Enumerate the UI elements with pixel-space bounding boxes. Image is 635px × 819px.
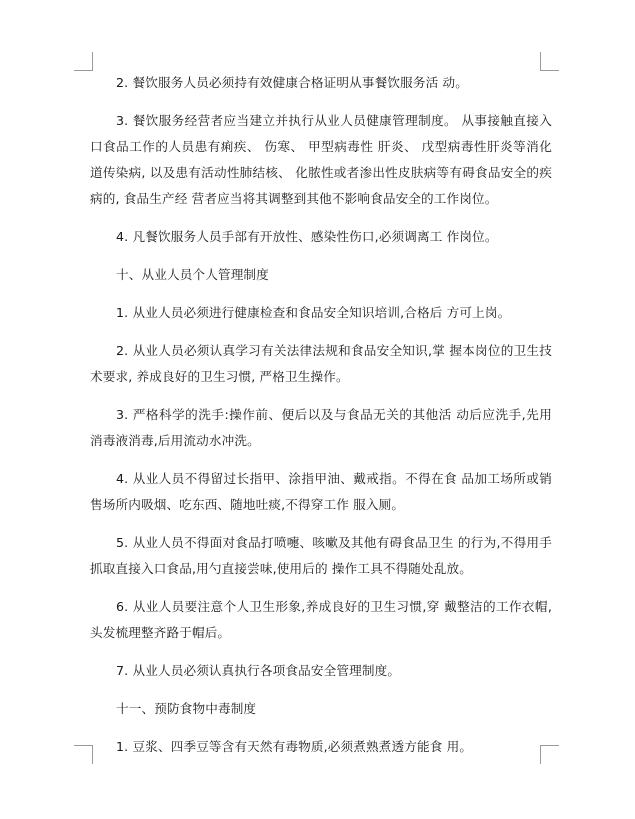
section-heading: 十、从业人员个人管理制度: [116, 267, 269, 282]
paragraph: 3. 餐饮服务经营者应当建立并执行从业人员健康管理制度。 从事接触直接入口食品工作的人员患有痢疾、 伤寒、 甲型病毒性 肝炎、 戊型病毒性肝炎等消化道传染病, 以及患有活动性肺结核、 化脓性或者渗出性皮肤病等有碍食品安全的疾病的, 食品生产经 营者应当将其调整到其他不影响食品安全的工作岗位。: [90, 113, 552, 206]
paragraph: 3. 严格科学的洗手:操作前、便后以及与食品无关的其他活 动后应洗手,先用消毒液消毒,后用流动水冲洗。: [90, 407, 552, 448]
paragraph: 2. 从业人员必须认真学习有关法律法规和食品安全知识,掌 握本岗位的卫生技术要求, 养成良好的卫生习惯, 严格卫生操作。: [90, 343, 552, 384]
paragraph: 7. 从业人员必须认真执行各项食品安全管理制度。: [116, 663, 401, 678]
paragraph: 4. 从业人员不得留过长指甲、涂指甲油、戴戒指。不得在食 品加工场所或销售场所内吸烟、吃东西、随地吐痰,不得穿工作 服入厕。: [90, 471, 552, 512]
paragraph: 6. 从业人员要注意个人卫生形象,养成良好的卫生习惯,穿 戴整洁的工作衣帽,头发梳理整齐路于帽后。: [90, 599, 552, 640]
paragraph: 1. 豆浆、四季豆等含有天然有毒物质,必须煮熟煮透方能食 用。: [116, 739, 473, 754]
document-body: [90, 70, 552, 772]
paragraph: 2. 餐饮服务人员必须持有效健康合格证明从事餐饮服务活 动。: [116, 75, 468, 90]
section-heading: 十一、预防食物中毒制度: [116, 701, 257, 716]
margin-mark-top-right: [540, 52, 559, 71]
paragraph: 4. 凡餐饮服务人员手部有开放性、感染性伤口,必须调离工 作岗位。: [116, 229, 498, 244]
paragraph: 5. 从业人员不得面对食品打喷嚏、咳嗽及其他有碍食品卫生 的行为,不得用手抓取直接入口食品,用勺直接尝味,使用后的 操作工具不得随处乱放。: [90, 535, 552, 576]
margin-mark-top-left: [74, 52, 93, 71]
paragraph: 1. 从业人员必须进行健康检查和食品安全知识培训,合格后 方可上岗。: [116, 305, 511, 320]
